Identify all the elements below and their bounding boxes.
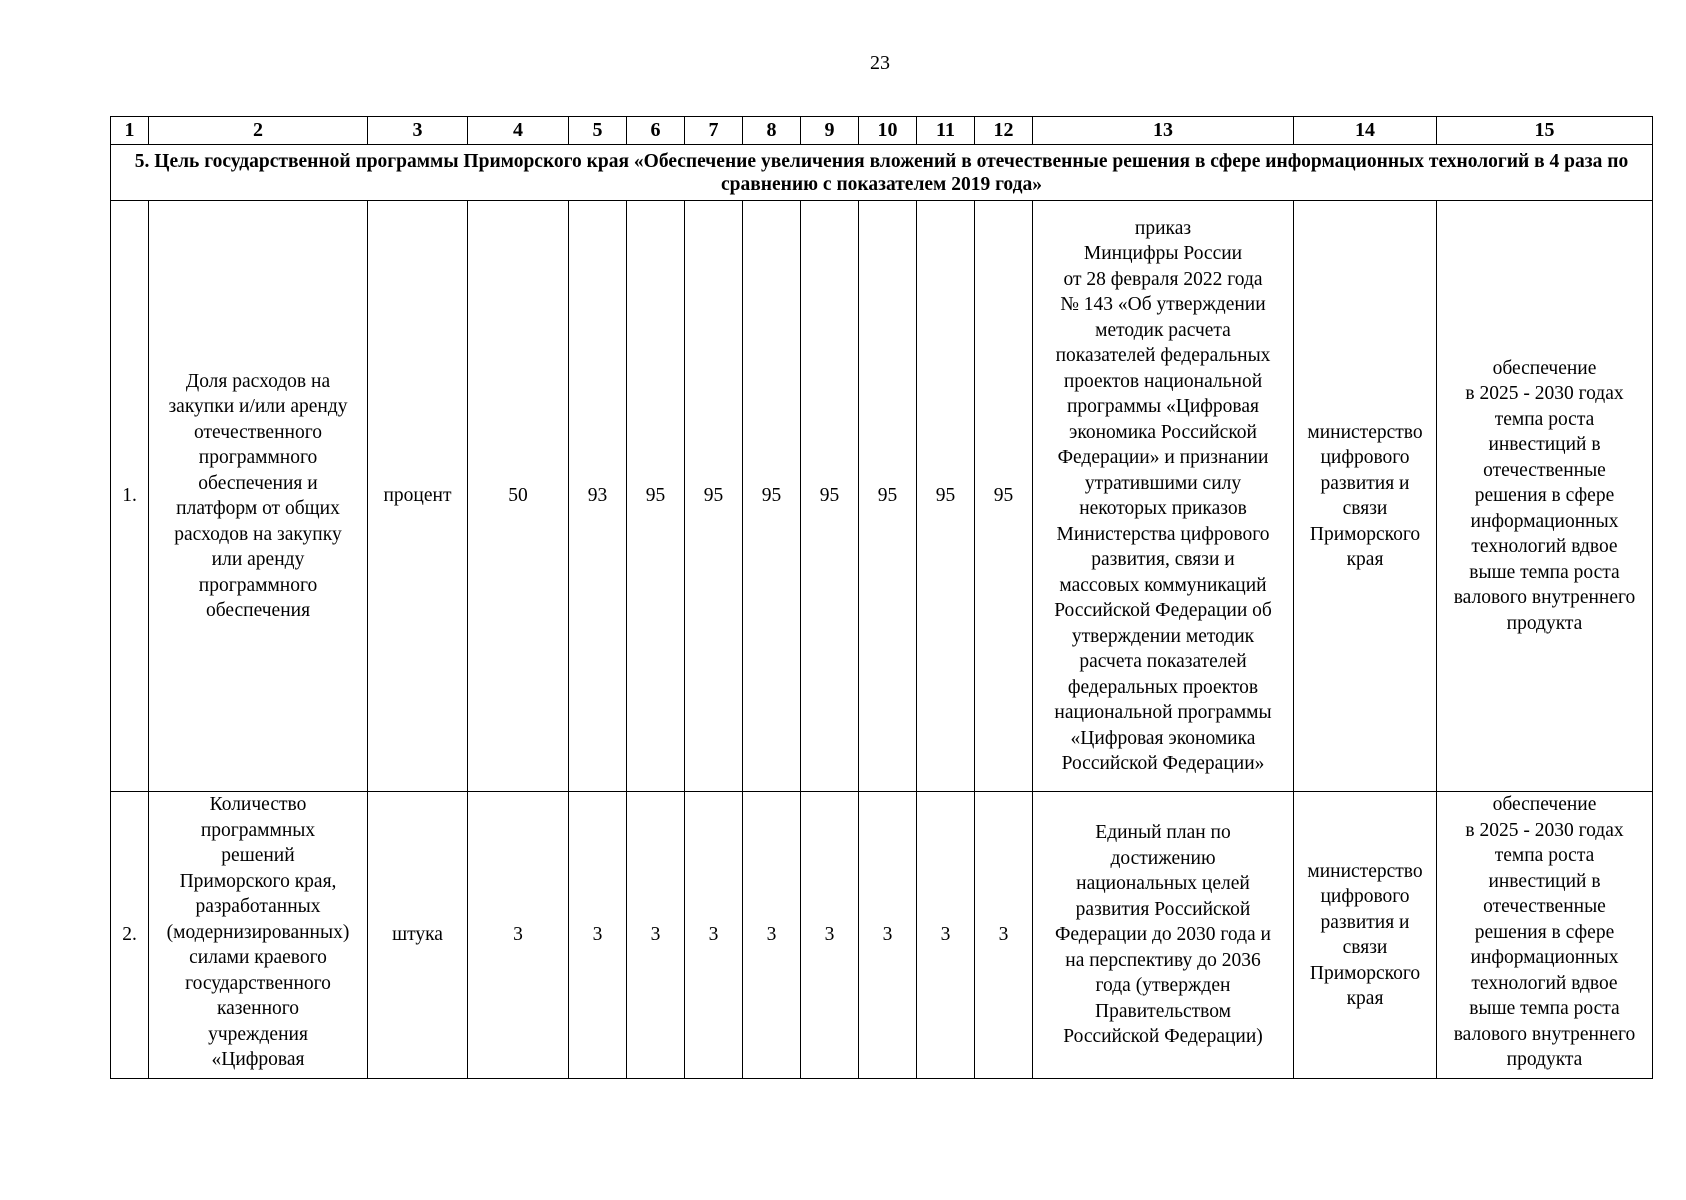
indicator-name: Количество программных решений Приморского края, разработанных (модернизированных) силами краевого государственного казенного учреждения «Цифровая xyxy=(166,794,350,1070)
column-header: 11 xyxy=(917,117,975,145)
row-number: 1. xyxy=(111,201,149,792)
value-cell: 93 xyxy=(569,201,627,792)
value-cell: 95 xyxy=(627,201,685,792)
column-header: 9 xyxy=(801,117,859,145)
section-row xyxy=(111,145,1653,201)
value-cell: 3 xyxy=(801,792,859,1079)
column-header: 10 xyxy=(859,117,917,145)
expected-result: обеспечение в 2025 - 2030 годах темпа роста инвестиций в отечественные решения в сфере информационных технологий вдвое выше темпа роста валового внутреннего продукта xyxy=(1453,794,1636,1070)
column-header: 5 xyxy=(569,117,627,145)
column-header: 6 xyxy=(627,117,685,145)
value-cell: 95 xyxy=(859,201,917,792)
basis-document: приказ Минцифры России от 28 февраля 2022 года № 143 «Об утверждении методик расчета показателей федеральных проектов национальной программы «Цифровая экономика Российской Федерации» и признании утратившими силу некоторых приказов Министерства цифрового развития, связи и массовых коммуникаций Российской Федерации об утверждении методик расчета показателей федеральных проектов национальной программы «Цифровая экономика Российской Федерации» xyxy=(1033,201,1294,792)
column-header: 2 xyxy=(149,117,368,145)
column-header: 15 xyxy=(1437,117,1653,145)
basis-document: Единый план по достижению национальных целей развития Российской Федерации до 2030 года и на перспективу до 2036 года (утвержден Правительством Российской Федерации) xyxy=(1033,792,1294,1079)
indicator-name-cell xyxy=(149,792,368,1079)
value-cell: 95 xyxy=(685,201,743,792)
expected-result-cell xyxy=(1437,792,1653,1079)
column-header: 14 xyxy=(1294,117,1437,145)
value-cell: 95 xyxy=(743,201,801,792)
column-number-row xyxy=(111,117,1653,145)
value-cell: 95 xyxy=(801,201,859,792)
table-row xyxy=(111,201,1653,792)
value-cell: 3 xyxy=(743,792,801,1079)
value-cell: 3 xyxy=(975,792,1033,1079)
value-cell: 3 xyxy=(468,792,569,1079)
section-title: 5. Цель государственной программы Приморского края «Обеспечение увеличения вложений в отечественные решения в сфере информационных технологий в 4 раза по сравнению с показателем 2019 года» xyxy=(111,145,1653,201)
column-header: 12 xyxy=(975,117,1033,145)
expected-result: обеспечение в 2025 - 2030 годах темпа роста инвестиций в отечественные решения в сфере информационных технологий вдвое выше темпа роста валового внутреннего продукта xyxy=(1437,201,1653,792)
row-number: 2. xyxy=(111,792,149,1079)
unit-cell: штука xyxy=(368,792,468,1079)
indicator-name: Доля расходов на закупки и/или аренду отечественного программного обеспечения и платформ от общих расходов на закупку или аренду программного обеспечения xyxy=(149,201,368,792)
value-cell: 50 xyxy=(468,201,569,792)
value-cell: 3 xyxy=(917,792,975,1079)
column-header: 3 xyxy=(368,117,468,145)
column-header: 7 xyxy=(685,117,743,145)
value-cell: 95 xyxy=(917,201,975,792)
column-header: 4 xyxy=(468,117,569,145)
value-cell: 95 xyxy=(975,201,1033,792)
value-cell: 3 xyxy=(569,792,627,1079)
page-number: 23 xyxy=(870,52,890,74)
value-cell: 3 xyxy=(859,792,917,1079)
responsible-body: министерство цифрового развития и связи Приморского края xyxy=(1294,792,1437,1079)
column-header: 13 xyxy=(1033,117,1294,145)
column-header: 1 xyxy=(111,117,149,145)
unit-cell: процент xyxy=(368,201,468,792)
table-row xyxy=(111,792,1653,1079)
column-header: 8 xyxy=(743,117,801,145)
responsible-body: министерство цифрового развития и связи Приморского края xyxy=(1294,201,1437,792)
indicators-table xyxy=(110,116,1653,1079)
value-cell: 3 xyxy=(627,792,685,1079)
value-cell: 3 xyxy=(685,792,743,1079)
